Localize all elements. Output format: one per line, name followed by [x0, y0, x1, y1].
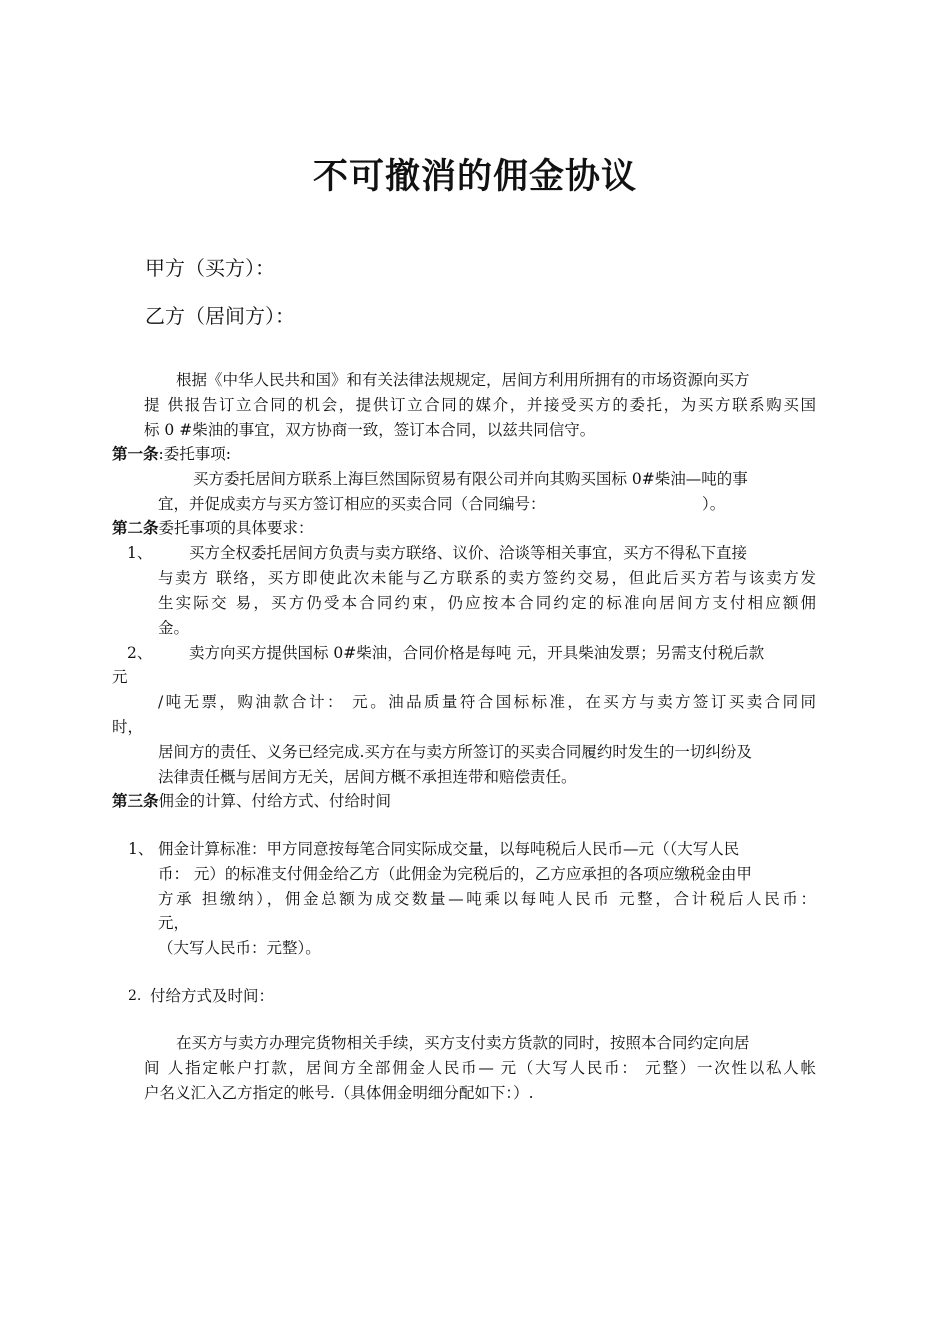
- article-3-title: 佣金的计算、付给方式、付给时间: [158, 792, 392, 810]
- document-title: 不可撤消的佣金协议: [312, 157, 637, 197]
- article-2-item-2-line-5: 居间方的责任、义务已经完成.买方在与卖方所签订的买卖合同履约时发生的一切纠纷及: [158, 743, 752, 761]
- preamble-line-2: 提 供报告订立合同的机会，提供订立合同的媒介，并接受买方的委托，为买方联系购买国: [144, 396, 816, 414]
- article-2-item-2-line-4: 时，: [112, 718, 144, 736]
- article-2-title: 委托事项的具体要求：: [158, 519, 314, 537]
- article-2-item-2-line-3: /吨无票，购油款合计： 元。油品质量符合国标标准，在买方与卖方签订买卖合同同: [158, 693, 816, 711]
- article-2-item-1-line-2: 与卖方 联络，买方即使此次未能与乙方联系的卖方签约交易，但此后买方若与该卖方发: [158, 569, 816, 587]
- article-3-item-1-line-4: 元，: [158, 914, 190, 932]
- article-1-title: :委托事项:: [158, 445, 231, 463]
- article-2-item-1-line-3: 生实际交 易，买方仍受本合同约束，仍应按本合同约定的标准向居间方支付相应额佣: [158, 594, 816, 612]
- article-3-item-2-heading: 付给方式及时间：: [150, 987, 275, 1005]
- article-2-item-1-number: 1、: [127, 544, 153, 562]
- article-3-item-2-line-2: 间 人指定帐户打款，居间方全部佣金人民币— 元（大写人民币： 元整）一次性以私人帐: [144, 1059, 816, 1077]
- article-3-item-1-line-3: 方承 担缴纳），佣金总额为成交数量—吨乘以每吨人民币 元整，合计税后人民币：: [158, 890, 816, 908]
- article-2-item-1-line-1: 买方全权委托居间方负责与卖方联络、议价、洽谈等相关事宜，买方不得私下直接: [189, 544, 748, 562]
- party-b-line: 乙方（居间方）：: [145, 304, 295, 328]
- article-1-line-2: 宜，并促成卖方与买方签订相应的买卖合同（合同编号：: [158, 495, 546, 513]
- article-3-item-1-line-2: 币： 元）的标准支付佣金给乙方（此佣金为完税后的，乙方应承担的各项应缴税金由甲: [158, 865, 752, 883]
- article-1-label: 第一条: [112, 445, 159, 463]
- article-2-heading: [112, 517, 314, 539]
- article-2-label: 第二条: [112, 519, 159, 537]
- article-2-item-2-line-6: 法律责任概与居间方无关，居间方概不承担连带和赔偿责任。: [158, 768, 577, 786]
- party-a-line: 甲方（买方）：: [145, 256, 275, 280]
- article-3-item-2-number: 2.: [128, 988, 142, 1004]
- preamble-line-1: 根据《中华人民共和国》和有关法律法规规定，居间方利用所拥有的市场资源向买方: [176, 371, 750, 389]
- article-1-heading: [112, 443, 231, 465]
- preamble-line-3: 标 0 #柴油的事宜，双方协商一致，签订本合同，以兹共同信守。: [144, 421, 596, 439]
- article-3-item-1-number: 1、: [128, 840, 154, 858]
- article-3-item-2-line-3: 户名义汇入乙方指定的帐号.（具体佣金明细分配如下：）.: [144, 1084, 534, 1102]
- article-2-item-2-number: 2、: [127, 644, 153, 662]
- article-3-item-1-line-1: 佣金计算标准：甲方同意按每笔合同实际成交量，以每吨税后人民币—元（（大写人民: [158, 840, 740, 858]
- article-1-line-3: ）。: [702, 495, 726, 513]
- article-3-heading: [112, 790, 391, 812]
- article-2-item-1-line-4: 金。: [158, 619, 190, 637]
- article-2-item-2-line-1: 卖方向买方提供国标 0#柴油，合同价格是每吨 元，开具柴油发票；另需支付税后款: [189, 644, 765, 662]
- article-3-item-1-line-5: （大写人民币：元整）。: [158, 939, 321, 957]
- article-3-item-2-line-1: 在买方与卖方办理完货物相关手续，买方支付卖方货款的同时，按照本合同约定向居: [176, 1034, 750, 1052]
- article-1-line-1: 买方委托居间方联系上海巨然国际贸易有限公司并向其购买国标 0#柴油—吨的事: [193, 470, 748, 488]
- article-2-item-2-line-2: 元: [112, 668, 128, 686]
- article-3-label: 第三条: [112, 792, 159, 810]
